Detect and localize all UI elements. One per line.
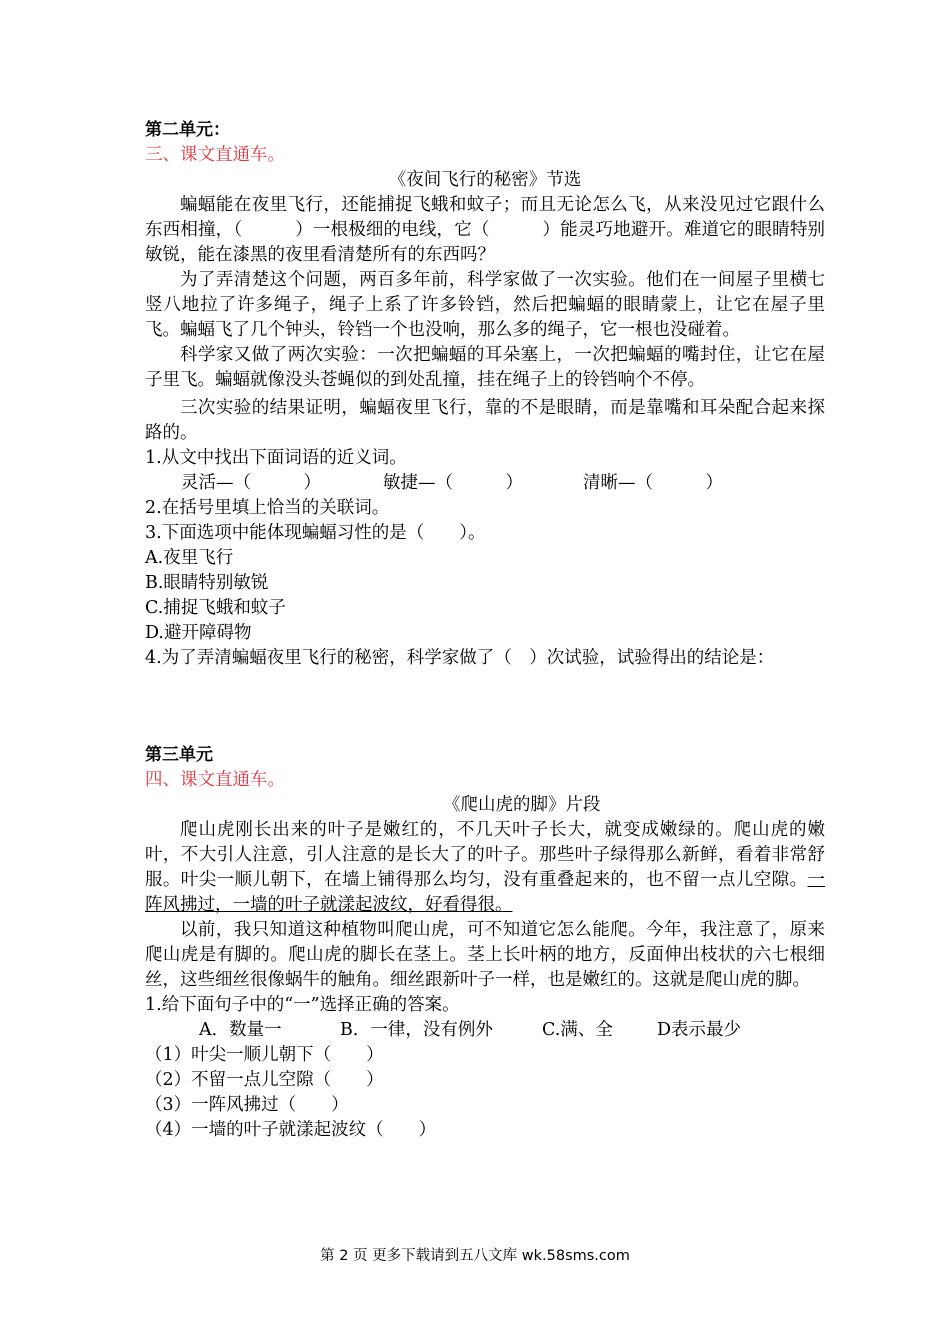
answer-choices: [145, 1018, 825, 1043]
underlined-sentence: 一阵风拂过，一墙的叶子就漾起波纹，好看得很。: [145, 870, 825, 915]
synonym-row: [145, 471, 825, 496]
unit3-paragraph-1-text: 爬山虎刚长出来的叶子是嫩红的，不几天叶子长大，就变成嫩绿的。爬山虎的嫩叶，不大引人注意，引人注意的是长大了的叶子。那些叶子绿得那么新鲜，看着非常舒服。叶尖一顺儿朝下，在墙上铺得那么均匀，没有重叠起来的，也不留一点儿空隙。: [145, 820, 825, 890]
unit3-heading: 第三单元: [145, 745, 213, 765]
unit2-paragraph-4: 三次实验的结果证明，蝙蝠夜里飞行，靠的不是眼睛，而是靠嘴和耳朵配合起来探路的。: [145, 398, 825, 443]
unit2-question-1: 1.从文中找出下面词语的近义词。: [145, 448, 407, 468]
unit3-paragraph-2: 以前，我只知道这种植物叫爬山虎，可不知道它怎么能爬。今年，我注意了，原来爬山虎是有脚的。爬山虎的脚长在茎上。茎上长叶柄的地方，反面伸出枝状的六七根细丝，这些细丝很像蜗牛的触角。细丝跟新叶子一样，也是嫩红的。这就是爬山虎的脚。: [145, 920, 825, 990]
choice-c: C.满、全: [542, 1020, 613, 1040]
unit2-section-label: 三、课文直通车。: [145, 145, 285, 165]
unit2-heading: 第二单元：: [145, 120, 230, 140]
sub-question-4: （4）一墙的叶子就漾起波纹（ ）: [145, 1120, 437, 1140]
unit3-section-label: 四、课文直通车。: [145, 770, 285, 790]
option-d: D.避开障碍物: [145, 623, 252, 643]
page-footer: 第 2 页 更多下载请到五八文库 wk.58sms.com: [320, 1248, 630, 1264]
option-a: A.夜里飞行: [145, 548, 234, 568]
unit2-question-3: 3.下面选项中能体现蝙蝠习性的是（ ）。: [145, 523, 486, 543]
option-b: B.眼睛特别敏锐: [145, 573, 269, 593]
synonym-item: 灵活—（ ）: [181, 473, 321, 493]
unit2-passage-title: 《夜间飞行的秘密》节选: [388, 170, 582, 190]
synonym-item: 敏捷—（ ）: [383, 473, 523, 493]
unit2-paragraph-2: 为了弄清楚这个问题，两百多年前，科学家做了一次实验。他们在一间屋子里横七竖八地拉了许多绳子，绳子上系了许多铃铛，然后把蝙蝠的眼睛蒙上，让它在屋子里飞。蝙蝠飞了几个钟头，铃铛一个也没响，那么多的绳子，它一根也没碰着。: [145, 270, 825, 340]
unit3-paragraph-1: [145, 818, 825, 918]
synonym-item: 清晰—（ ）: [583, 473, 723, 493]
unit2-question-2: 2.在括号里填上恰当的关联词。: [145, 498, 390, 518]
sub-question-1: （1）叶尖一顺儿朝下（ ）: [145, 1045, 384, 1065]
unit2-paragraph-3: 科学家又做了两次实验：一次把蝙蝠的耳朵塞上，一次把蝙蝠的嘴封住，让它在屋子里飞。蝙蝠就像没头苍蝇似的到处乱撞，挂在绳子上的铃铛响个不停。: [145, 345, 825, 390]
sub-question-3: （3）一阵风拂过（ ）: [145, 1095, 349, 1115]
choice-d: D表示最少: [657, 1020, 742, 1040]
unit3-question-1: 1.给下面句子中的“一”选择正确的答案。: [145, 995, 460, 1015]
option-c: C.捕捉飞蛾和蚊子: [145, 598, 286, 618]
choice-b: B．一律，没有例外: [340, 1020, 493, 1040]
spacer: [145, 671, 825, 743]
choice-a: A．数量一: [199, 1020, 282, 1040]
unit2-paragraph-1: 蝙蝠能在夜里飞行，还能捕捉飞蛾和蚊子；而且无论怎么飞，从来没见过它跟什么东西相撞，（ ）一根极细的电线，它（ ）能灵巧地避开。难道它的眼睛特别敏锐，能在漆黑的夜里看清楚所有的东西吗？: [145, 195, 825, 265]
unit2-question-4: 4.为了弄清蝙蝠夜里飞行的秘密，科学家做了（ ）次试验，试验得出的结论是：: [145, 648, 775, 668]
unit3-passage-title: 《爬山虎的脚》片段: [443, 795, 601, 815]
sub-question-2: （2）不留一点儿空隙（ ）: [145, 1070, 384, 1090]
document-page: [145, 118, 825, 1143]
